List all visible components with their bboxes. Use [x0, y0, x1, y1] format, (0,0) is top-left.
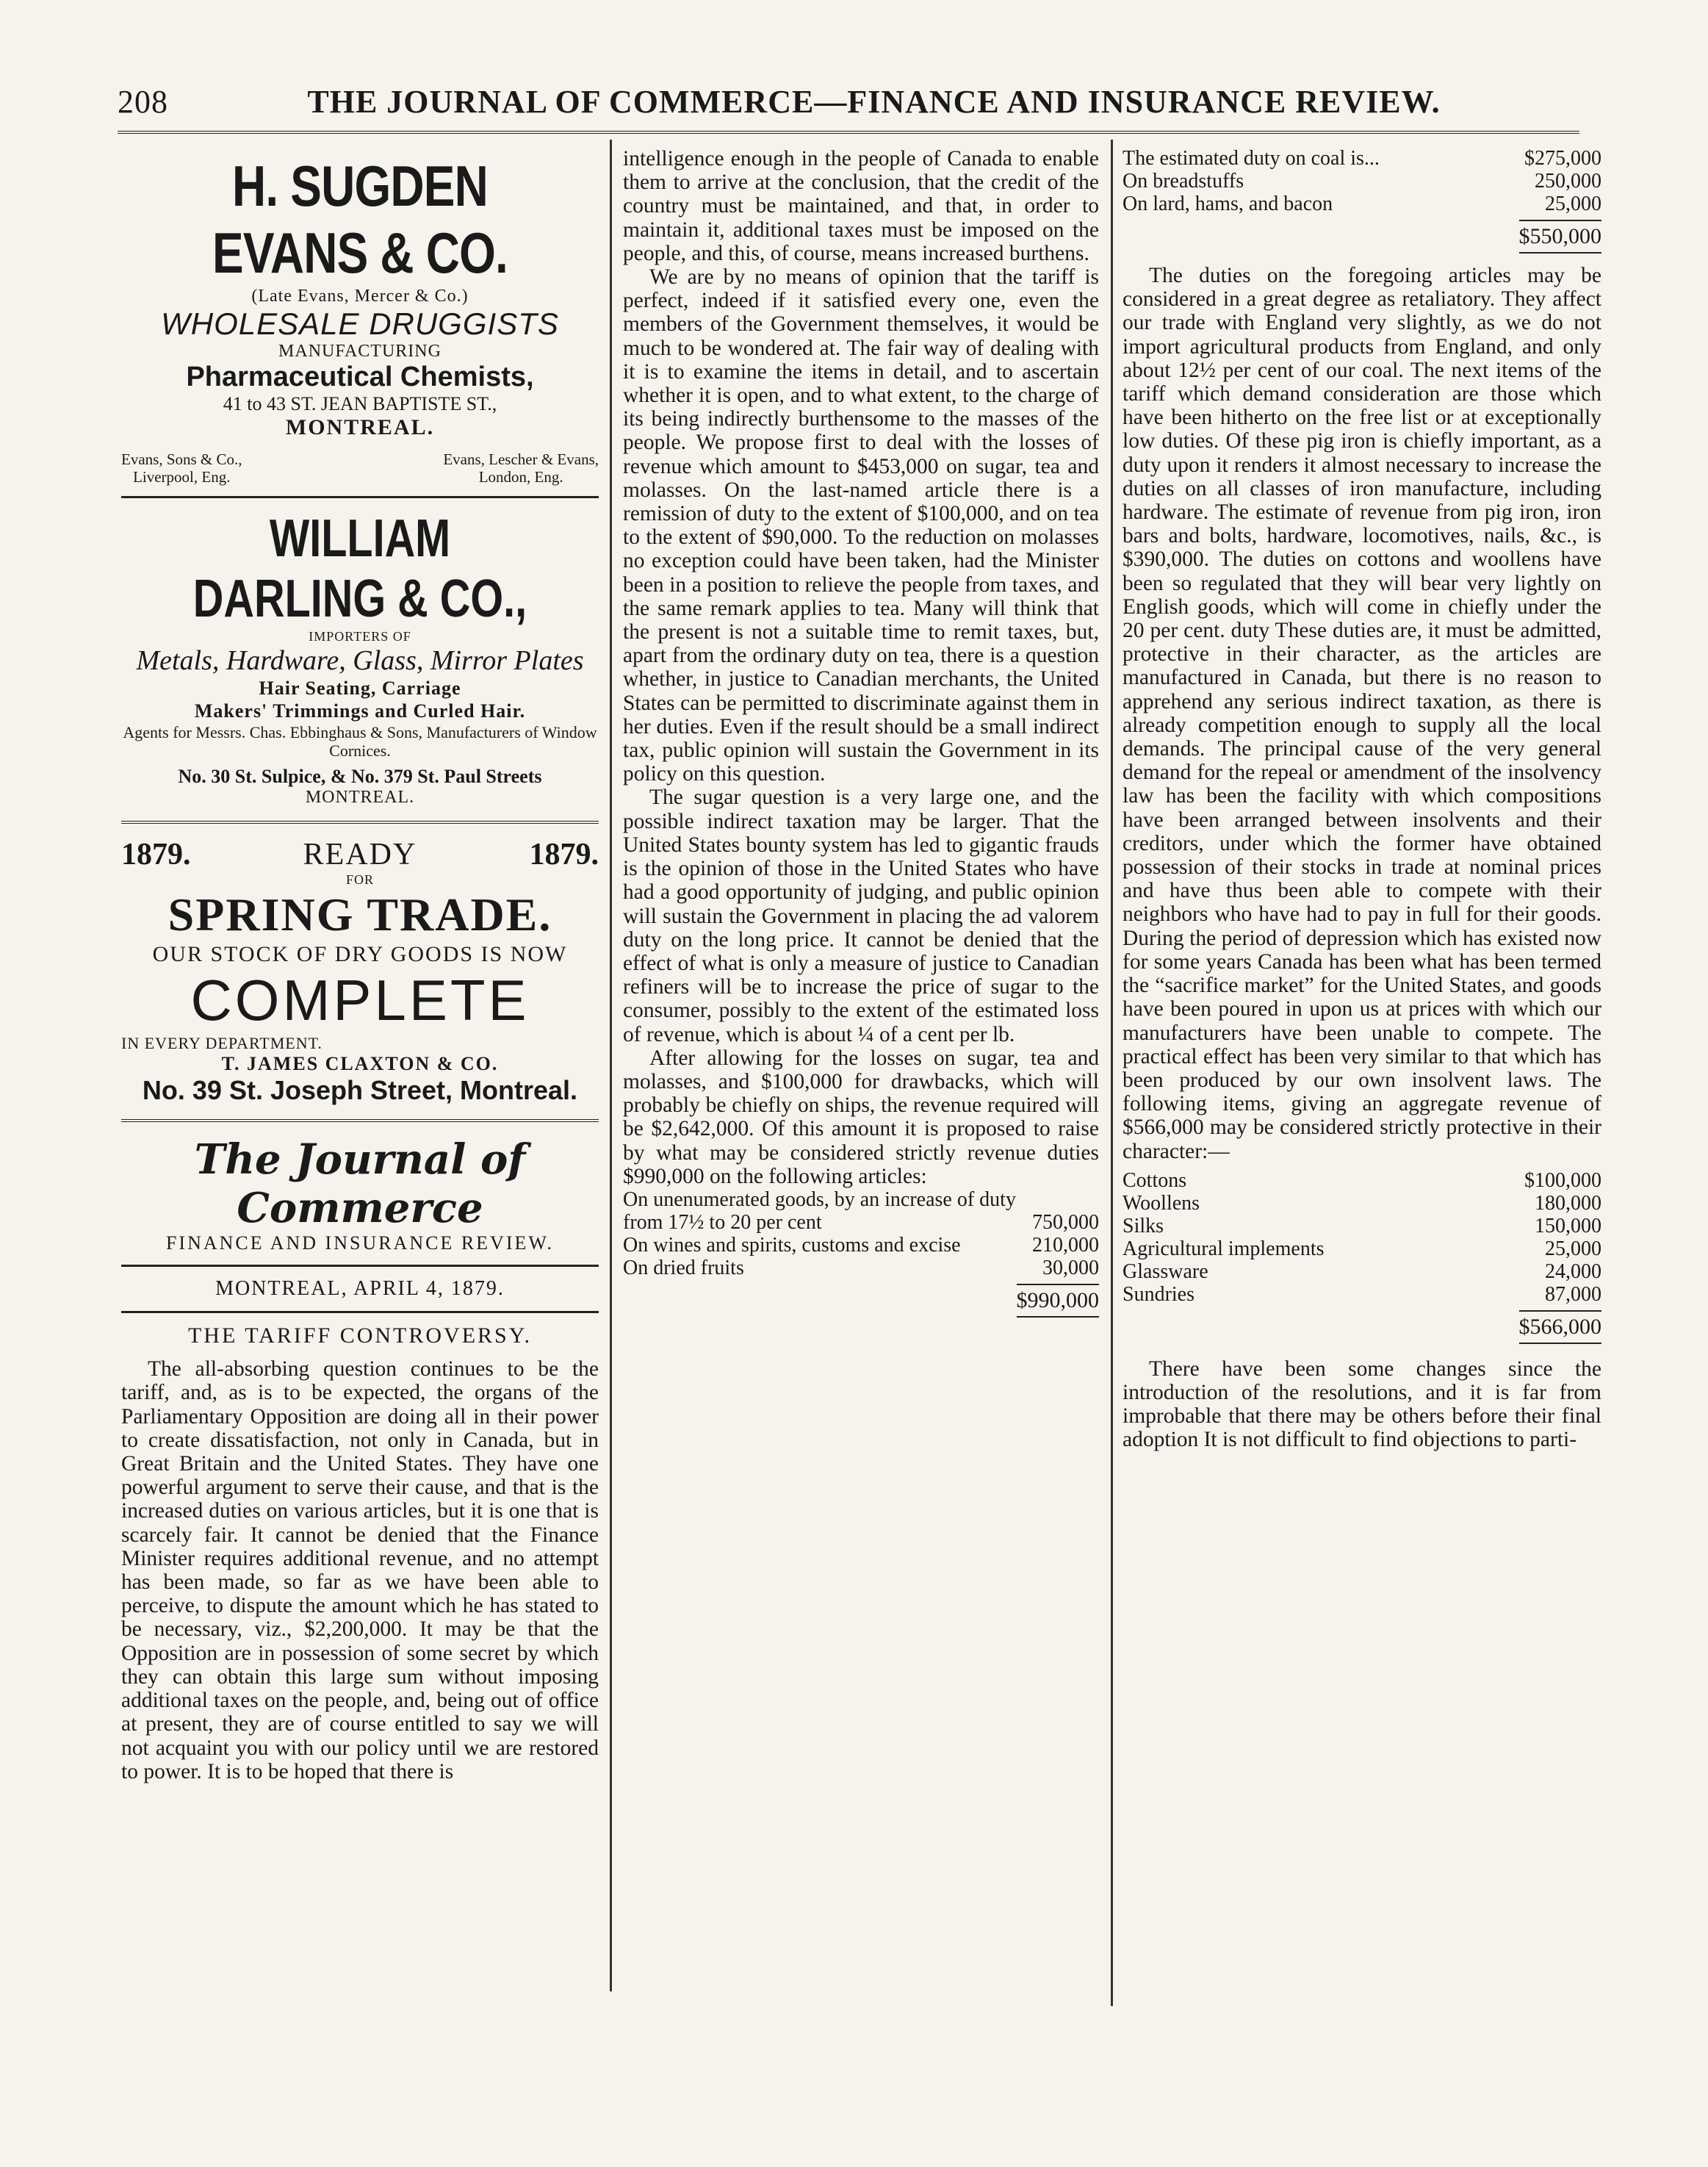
dept-line: IN EVERY DEPARTMENT.: [121, 1034, 322, 1053]
sugden-tagline: WHOLESALE DRUGGISTS: [161, 306, 559, 341]
darling-streets: No. 30 St. Sulpice, & No. 379 St. Paul Streets: [178, 766, 542, 788]
sugden-pharm: Pharmaceutical Chemists,: [186, 362, 534, 392]
masthead-subtitle: FINANCE AND INSURANCE REVIEW.: [165, 1232, 555, 1254]
sugden-city: MONTREAL.: [285, 415, 435, 439]
total-amount: $990,000: [1017, 1284, 1100, 1318]
divider: [121, 1265, 599, 1267]
paragraph: We are by no means of opinion that the tariff is perfect, indeed if it satisfied every one, even the members of the Government themselves, it would be much to be wondered at. The fair way of dealing with it is to examine the items in detail, and to ascertain whether it is open, and to what extent, to the charge of its being indirectly burthensome to the masses of the people. We propose first to deal with the losses of revenue which amount to $453,000 on sugar, tea and molasses. On the last-named article there is a remission of duty to the extent of $100,000, and on tea to the extent of $90,000. To the reduction on molasses no exception could have been taken, had the Minister been in a position to relieve the people from taxes, and the same remark applies to tea. Many will think that the present is not a suitable time to remit taxes, but, apart from the ordinary duty on tea, there is a question whether, in justice to Canadian merchants, the United States can be permitted to discriminate against them in her duties. Even if the result should be a small indirect tax, public opinion will sustain the Government in its policy on this question.: [623, 265, 1099, 786]
row-amount: 210,000: [1032, 1233, 1099, 1257]
complete-word: COMPLETE: [190, 968, 530, 1033]
row-label: Cottons: [1123, 1168, 1187, 1192]
sugden-branches: [121, 450, 599, 486]
column-divider: [1111, 140, 1113, 2006]
row-amount: 30,000: [1042, 1256, 1099, 1279]
table-row: [1123, 193, 1601, 215]
total-row: [623, 1279, 1099, 1318]
table-row: [1123, 1283, 1601, 1306]
row-amount: 250,000: [1535, 170, 1601, 193]
sugden-manufacturing: MANUFACTURING: [278, 342, 442, 361]
page-header: [118, 79, 1579, 123]
header-rule: [118, 131, 1579, 134]
claxton-firm: T. JAMES CLAXTON & CO.: [221, 1053, 499, 1075]
paragraph: The sugar question is a very large one, and the possible indirect taxation may be larger. That the United States bounty system has led to gigantic frauds is the opinion of those in the United States who have had a good opportunity of judging, and public opinion will sustain the Government in placing the ad valorem duty on the long price. It cannot be denied that the effect of what is only a measure of justice to Canadian refiners will be to increase the price of sugar to the consumer, possibly to the extent of the estimated loss of revenue, which is about ¼ of a cent per lb.: [623, 786, 1099, 1046]
paragraph: The all-absorbing question continues to be the tariff, and, as is to be expected, the organs of the Parliamentary Opposition are doing all in their power to create dissatisfaction, not only in Canada, but in Great Britain and the United States. They have one powerful argument to serve their cause, and that is the increased duties on various articles, but it is one that is scarcely fair. It cannot be denied that the Finance Minister requires additional revenue, and no attempt has been made, so far as we have been able to perceive, to dispute the amount which he has stated to be necessary, viz., $2,200,000. It may be that the Opposition are in possession of some secret by which they can obtain this large sum without imposing additional taxes on the people, and, being out of office at present, they are of course entitled to say we will not acquaint you with our policy until we are restored to power. It is to be hoped that there is: [121, 1357, 599, 1783]
row-label: Sundries: [1123, 1282, 1194, 1306]
row-amount: 25,000: [1545, 193, 1601, 215]
row-amount: 24,000: [1545, 1259, 1601, 1283]
table-row: [1123, 1169, 1601, 1192]
row-label: Silks: [1123, 1214, 1164, 1237]
table-row: [1123, 147, 1601, 170]
table-row: [1123, 1215, 1601, 1237]
masthead-title: The Journal of Commerce: [194, 1135, 526, 1233]
row-amount: $275,000: [1524, 147, 1601, 170]
column-divider: [610, 140, 612, 1991]
sugden-advertisement: [121, 153, 599, 486]
paragraph: intelligence enough in the people of Canada to enable them to arrive at the conclusion, that the credit of the country must be maintained, and that, in order to maintain it, additional taxes must be imposed on the people, and this, of course, means increased burthens.: [623, 147, 1099, 265]
branch-liverpool: [121, 450, 242, 486]
article-col3-text-end: [1123, 1357, 1601, 1452]
year-right: 1879.: [529, 838, 599, 872]
row-amount: 87,000: [1545, 1282, 1601, 1306]
table-row: [1123, 1260, 1601, 1283]
retaliatory-duties-table: [1123, 147, 1601, 215]
darling-advertisement: [121, 508, 599, 808]
for-word: FOR: [345, 872, 374, 888]
claxton-address: No. 39 St. Joseph Street, Montreal.: [142, 1075, 578, 1106]
page-number: 208: [118, 83, 168, 120]
branch-right-line2: London, Eng.: [478, 468, 563, 486]
row-amount: $100,000: [1524, 1168, 1601, 1192]
darling-agents: Agents for Messrs. Chas. Ebbinghaus & Sons, Manufacturers of Window Cornices.: [123, 722, 597, 760]
dateline: MONTREAL, APRIL 4, 1879.: [215, 1277, 505, 1301]
column-3: [1123, 147, 1601, 1452]
table-row: [623, 1257, 1099, 1279]
ready-word: READY: [303, 838, 417, 872]
row-label: Woollens: [1123, 1191, 1200, 1215]
row-amount: 750,000: [1032, 1210, 1099, 1234]
row-label: On wines and spirits, customs and excise: [623, 1233, 961, 1257]
branch-left-line2: Liverpool, Eng.: [133, 468, 231, 486]
darling-firm-name: WILLIAM DARLING & CO.,: [192, 509, 527, 629]
darling-city: MONTREAL.: [305, 788, 415, 808]
table-row: [1123, 1237, 1601, 1260]
darling-metals: Metals, Hardware, Glass, Mirror Plates: [136, 645, 584, 677]
row-label: On breadstuffs: [1123, 170, 1244, 193]
paragraph: After allowing for the losses on sugar, tea and molasses, and $100,000 for drawbacks, which will probably be chiefly on ships, the revenue required will be $2,642,000. Of this amount it is proposed to raise by what may be considered strictly revenue duties $990,000 on the following articles:: [623, 1046, 1099, 1188]
ready-row: [121, 837, 599, 872]
table-row: [623, 1234, 1099, 1257]
total-amount: $550,000: [1519, 220, 1602, 254]
branch-london: [443, 450, 599, 486]
sugden-firm-name: H. SUGDEN EVANS & CO.: [212, 154, 508, 285]
article-col1-text: [121, 1357, 599, 1783]
article-col3-text: [1123, 264, 1601, 1163]
stock-line: OUR STOCK OF DRY GOODS IS NOW: [152, 942, 568, 967]
divider: [121, 821, 599, 824]
total-row: [1123, 215, 1601, 254]
protective-duties-table: [1123, 1169, 1601, 1306]
row-amount: 150,000: [1535, 1214, 1601, 1237]
divider: [121, 1311, 599, 1313]
table-row: [1123, 170, 1601, 193]
year-left: 1879.: [121, 838, 191, 872]
paragraph: The duties on the foregoing articles may be considered in a great degree as retaliatory. They affect our trade with England very slightly, as we do not import agricultural products from England, and only about 12½ per cent of our coal. The next items of the tariff which demand consideration are those which have been hitherto on the free list or at exceptionally low duties. Of these pig iron is chiefly important, as a duty upon it renders it almost necessary to increase the duties on all classes of iron manufacture, including hardware. The estimate of revenue from pig iron, iron bars and bolts, hardware, locomotives, nails, &c., is $390,000. The duties on cottons and woollens have been so regulated that they will bear very lightly on English goods, which will come in chiefly under the 20 per cent. duty These duties are, it must be admitted, protective in their character, as the articles are manufactured in Canada, but there is no reason to apprehend any serious indirect taxation, as there is already competition enough to supply all the local demands. The principal cause of the very general demand for the repeal or amendment of the insolvency law has been the facility with which compositions have been arranged between insolvents and their creditors, under which the former have obtained possession of their stocks in trade at nominal prices and have thus been able to compete with their neighbors who have had to pay in full for their goods. During the period of depression which has existed now for some years Canada has been what has been termed the “sacrifice market” for the United States, and goods have been poured in upon us at prices with which our manufacturers have been unable to compete. The practical effect has been very similar to that which has been produced by our own insolvent laws. The following items, giving an aggregate revenue of $566,000 may be considered strictly protective in their character:—: [1123, 264, 1601, 1163]
divider: [121, 496, 599, 498]
spring-trade: SPRING TRADE.: [167, 888, 552, 941]
article-col2-text: [623, 147, 1099, 1188]
row-label: On dried fruits: [623, 1256, 744, 1279]
sugden-address: 41 to 43 ST. JEAN BAPTISTE ST.,: [223, 393, 497, 414]
table-row: [1123, 1192, 1601, 1215]
row-label: Glassware: [1123, 1259, 1208, 1283]
article-title: THE TARIFF CONTROVERSY.: [187, 1323, 533, 1348]
row-amount: 180,000: [1535, 1191, 1601, 1215]
journal-running-title: THE JOURNAL OF COMMERCE—FINANCE AND INSURANCE REVIEW.: [307, 83, 1441, 120]
row-label: On unenumerated goods, by an increase of duty from 17½ to 20 per cent: [623, 1187, 1016, 1234]
table-row: [623, 1188, 1099, 1234]
branch-left-line1: Evans, Sons & Co.,: [121, 450, 242, 468]
row-amount: 25,000: [1545, 1237, 1601, 1260]
claxton-advertisement: [121, 837, 599, 1106]
total-row: [1123, 1306, 1601, 1344]
darling-hair1: Hair Seating, Carriage: [259, 678, 461, 700]
branch-right-line1: Evans, Lescher & Evans,: [443, 450, 599, 468]
row-label: Agricultural implements: [1123, 1237, 1325, 1260]
sugden-late-name: (Late Evans, Mercer & Co.): [251, 287, 469, 306]
column-1: [121, 147, 599, 1783]
darling-importers: IMPORTERS OF: [309, 629, 411, 644]
divider: [121, 1119, 599, 1122]
row-label: On lard, hams, and bacon: [1123, 193, 1333, 215]
paragraph: There have been some changes since the introduction of the resolutions, and it is far from improbable that there may be others before their final adoption It is not difficult to find objections to parti-: [1123, 1356, 1601, 1452]
total-amount: $566,000: [1519, 1310, 1602, 1344]
masthead: [121, 1135, 599, 1313]
column-2: [623, 147, 1099, 1318]
revenue-duties-table: [623, 1188, 1099, 1279]
darling-hair2: Makers' Trimmings and Curled Hair.: [194, 700, 526, 722]
row-label: The estimated duty on coal is...: [1123, 147, 1380, 170]
